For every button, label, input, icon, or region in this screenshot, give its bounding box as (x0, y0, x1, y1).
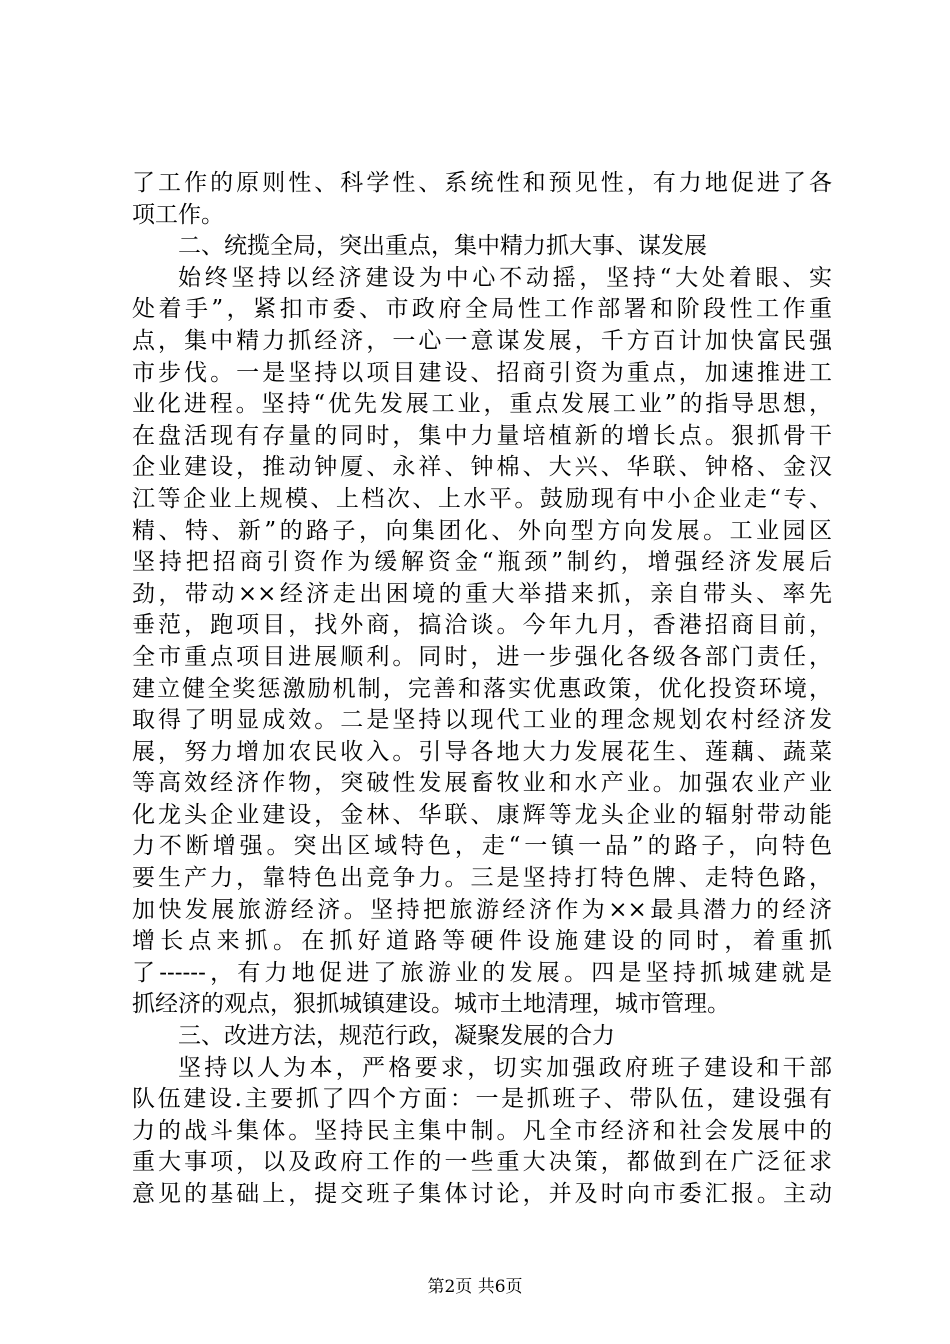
text-line: 二、统揽全局，突出重点，集中精力抓大事、谋发展 (178, 233, 707, 260)
text-line: 坚持把招商引资作为缓解资金“瓶颈”制约，增强经济发展后 (132, 549, 832, 576)
text-line: 精、特、新”的路子，向集团化、外向型方向发展。工业园区 (132, 517, 832, 544)
text-line: 江等企业上规模、上档次、上水平。鼓励现有中小企业走“专、 (132, 485, 832, 512)
text-line: 业化进程。坚持“优先发展工业，重点发展工业”的指导思想， (132, 391, 832, 418)
text-line: 市步伐。一是坚持以项目建设、招商引资为重点，加速推进工 (132, 359, 832, 386)
text-line: 增长点来抓。在抓好道路等硬件设施建设的同时，着重抓 (132, 928, 832, 955)
text-line: 队伍建设.主要抓了四个方面：一是抓班子、带队伍，建设强有 (132, 1086, 832, 1113)
text-line: 取得了明显成效。二是坚持以现代工业的理念规划农村经济发 (132, 707, 832, 734)
text-line: 力不断增强。突出区域特色，走“一镇一品”的路子，向特色 (132, 833, 832, 860)
text-line: 三、改进方法，规范行政，凝聚发展的合力 (178, 1023, 615, 1050)
text-line: 加快发展旅游经济。坚持把旅游经济作为××最具潜力的经济 (132, 896, 832, 923)
text-line: 处着手”，紧扣市委、市政府全局性工作部署和阶段性工作重 (132, 296, 832, 323)
text-line: 在盘活现有存量的同时，集中力量培植新的增长点。狠抓骨干 (132, 422, 832, 449)
text-line: 全市重点项目进展顺利。同时，进一步强化各级各部门责任， (132, 643, 832, 670)
text-line: 重大事项，以及政府工作的一些重大决策，都做到在广泛征求 (132, 1149, 832, 1176)
text-line: 建立健全奖惩激励机制，完善和落实优惠政策，优化投资环境， (132, 675, 832, 702)
text-line: 点，集中精力抓经济，一心一意谋发展，千方百计加快富民强 (132, 327, 832, 354)
text-line: 了------，有力地促进了旅游业的发展。四是坚持抓城建就是 (132, 959, 832, 986)
page-number-footer: 第2页 共6页 (427, 1277, 523, 1297)
text-line: 垂范，跑项目，找外商，搞洽谈。今年九月，香港招商目前， (132, 612, 832, 639)
text-line: 等高效经济作物，突破性发展畜牧业和水产业。加强农业产业 (132, 770, 832, 797)
text-line: 企业建设，推动钟厦、永祥、钟棉、大兴、华联、钟格、金汉 (132, 454, 832, 481)
document-body (132, 168, 832, 1211)
text-line: 坚持以人为本，严格要求，切实加强政府班子建设和干部 (178, 1054, 832, 1081)
text-line: 要生产力，靠特色出竞争力。三是坚持打特色牌、走特色路， (132, 865, 832, 892)
text-line: 劲，带动××经济走出困境的重大举措来抓，亲自带头、率先 (132, 580, 832, 607)
text-line: 抓经济的观点，狠抓城镇建设。城市土地清理，城市管理。 (132, 991, 730, 1018)
text-line: 了工作的原则性、科学性、系统性和预见性，有力地促进了各 (132, 170, 832, 196)
text-line: 力的战斗集体。坚持民主集中制。凡全市经济和社会发展中的 (132, 1117, 832, 1144)
text-line: 化龙头企业建设，金林、华联、康辉等龙头企业的辐射带动能 (132, 801, 832, 828)
text-line: 项工作。 (132, 201, 224, 228)
text-line: 展，努力增加农民收入。引导各地大力发展花生、莲藕、蔬菜 (132, 738, 832, 765)
text-line: 始终坚持以经济建设为中心不动摇，坚持“大处着眼、实 (178, 264, 832, 291)
text-line: 意见的基础上，提交班子集体讨论，并及时向市委汇报。主动 (132, 1181, 832, 1207)
